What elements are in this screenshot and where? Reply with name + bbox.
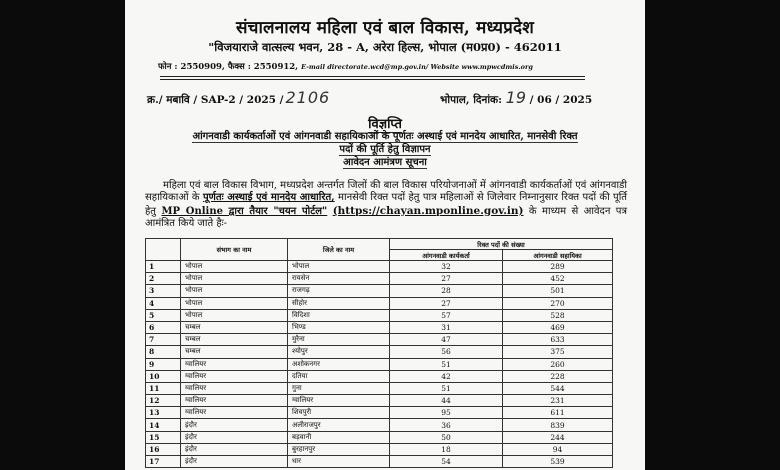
row-helper-count: 544 xyxy=(503,382,613,394)
row-district: विदिशा xyxy=(288,309,390,321)
row-helper-count: 289 xyxy=(503,261,613,273)
body-part-3: मानसेवी रिक्त पदों हेतु पात्र महिलाओं से जिलेवार निम्नानुसार रिक्त पदों की पूर्ति हेतु xyxy=(145,192,628,217)
row-worker-count: 54 xyxy=(390,456,503,468)
table-row xyxy=(146,321,613,333)
row-division: चम्बल xyxy=(181,321,288,333)
table-row xyxy=(146,370,613,382)
subject-line-1: आंगनवाडी कार्यकर्ताओं एवं आंगनवाडी सहायिकाओं के पूर्णतः अस्थाई एवं मानदेय आधारित, मानसेवी रिक्त xyxy=(192,131,578,142)
vacancy-table-body xyxy=(146,261,613,468)
row-division: ग्वालियर xyxy=(181,395,288,407)
portal-link[interactable]: (https://chayan.mponline.gov.in) xyxy=(332,204,524,217)
row-helper-count: 231 xyxy=(503,395,613,407)
row-division: ग्वालियर xyxy=(181,358,288,370)
row-division: चम्बल xyxy=(181,346,288,358)
email-website: E-mail directorate.wcd@mp.gov.in/ Website www.mpwcdmis.org xyxy=(301,63,533,71)
row-serial: 1 xyxy=(146,261,181,273)
header-division: संभाग का नाम xyxy=(181,239,288,261)
subject-line-3: आवेदन आमंत्रण सूचना xyxy=(343,157,427,168)
row-helper-count: 611 xyxy=(503,407,613,419)
row-division: इंदौर xyxy=(181,443,288,455)
row-division: भोपाल xyxy=(181,309,288,321)
body-emphasis-2: MP Online द्वारा तैयार "चयन पोर्टल" xyxy=(161,205,328,217)
row-serial: 4 xyxy=(146,297,181,309)
row-district: रायसेन xyxy=(288,273,390,285)
body-part-1: महिला एवं बाल विकास विभाग, मध्यप्रदेश अन्तर्गत जिलों की बाल विकास परियोजनाओं में आंगनवाडी कार्यकर्ताओं एवं आंगनवाडी सहायिकाओं के xyxy=(145,180,627,204)
row-district: मुरैना xyxy=(288,334,390,346)
row-helper-count: 94 xyxy=(503,443,613,455)
place-date xyxy=(440,88,592,107)
row-district: ग्वालियर xyxy=(288,395,390,407)
row-district: राजगढ़ xyxy=(288,285,390,297)
table-row xyxy=(146,334,613,346)
row-serial: 11 xyxy=(146,382,181,394)
row-district: गुना xyxy=(288,382,390,394)
row-district: श्योपुर xyxy=(288,346,390,358)
row-worker-count: 56 xyxy=(390,346,503,358)
reference-handwritten-number: 2106 xyxy=(285,88,331,107)
row-serial: 8 xyxy=(146,346,181,358)
department-address: "विजयाराजे वात्सल्य भवन, 28 - A, अरेरा हिल्स, भोपाल (म0प्र0) - 462011 xyxy=(208,40,562,54)
reference-prefix: क्र./ मबावि / SAP-2 / 2025 / xyxy=(147,94,284,106)
row-division: ग्वालियर xyxy=(181,407,288,419)
reference-number xyxy=(147,88,330,107)
row-serial: 9 xyxy=(146,358,181,370)
subject-line-2: पदों की पूर्ति हेतु विज्ञापन xyxy=(339,144,431,155)
header-divider xyxy=(160,76,585,77)
row-division: भोपाल xyxy=(181,285,288,297)
table-row xyxy=(146,309,613,321)
row-worker-count: 42 xyxy=(390,370,503,382)
row-division: इंदौर xyxy=(181,431,288,443)
row-serial: 17 xyxy=(146,456,181,468)
row-worker-count: 50 xyxy=(390,431,503,443)
row-serial: 6 xyxy=(146,321,181,333)
table-row xyxy=(146,443,613,455)
row-district: बुरहानपुर xyxy=(288,443,390,455)
date-day-handwritten: 19 xyxy=(505,88,527,107)
row-division: भोपाल xyxy=(181,273,288,285)
notice-subject xyxy=(143,130,627,169)
row-worker-count: 27 xyxy=(390,273,503,285)
row-serial: 13 xyxy=(146,407,181,419)
table-row xyxy=(146,419,613,431)
row-serial: 2 xyxy=(146,273,181,285)
row-worker-count: 51 xyxy=(390,358,503,370)
row-district: भोपाल xyxy=(288,261,390,273)
row-serial: 3 xyxy=(146,285,181,297)
row-helper-count: 469 xyxy=(503,321,613,333)
row-division: चम्बल xyxy=(181,334,288,346)
row-helper-count: 539 xyxy=(503,456,613,468)
row-serial: 14 xyxy=(146,419,181,431)
place-prefix: भोपाल, दिनांक: xyxy=(440,94,502,106)
header-district: जिले का नाम xyxy=(288,239,390,261)
row-helper-count: 501 xyxy=(503,285,613,297)
row-serial: 12 xyxy=(146,395,181,407)
row-district: धार xyxy=(288,456,390,468)
header-vacancy-group: रिक्त पदों की संख्या xyxy=(390,239,613,250)
row-helper-count: 452 xyxy=(503,273,613,285)
row-worker-count: 57 xyxy=(390,309,503,321)
row-worker-count: 47 xyxy=(390,334,503,346)
row-helper-count: 228 xyxy=(503,370,613,382)
table-row xyxy=(146,285,613,297)
body-paragraph xyxy=(145,180,627,231)
header-helper: आंगनवाडी सहायिका xyxy=(503,250,613,261)
table-row xyxy=(146,456,613,468)
table-row xyxy=(146,358,613,370)
row-district: दतिया xyxy=(288,370,390,382)
row-district: भिण्ड xyxy=(288,321,390,333)
department-title: संचालनालय महिला एवं बाल विकास, मध्यप्रदेश xyxy=(235,18,535,38)
body-part-5: के माध्यम से आवेदन पत्र आमंत्रित किये जाते हैः- xyxy=(145,205,627,230)
row-division: इंदौर xyxy=(181,419,288,431)
header-worker: आंगनवाडी कार्यकर्ता xyxy=(390,250,503,261)
table-row xyxy=(146,297,613,309)
row-serial: 16 xyxy=(146,443,181,455)
row-division: ग्वालियर xyxy=(181,370,288,382)
table-row xyxy=(146,431,613,443)
row-worker-count: 44 xyxy=(390,395,503,407)
row-helper-count: 375 xyxy=(503,346,613,358)
row-helper-count: 528 xyxy=(503,309,613,321)
row-helper-count: 260 xyxy=(503,358,613,370)
row-helper-count: 839 xyxy=(503,419,613,431)
row-serial: 7 xyxy=(146,334,181,346)
document-page xyxy=(125,0,645,470)
row-helper-count: 270 xyxy=(503,297,613,309)
row-district: सीहोर xyxy=(288,297,390,309)
date-rest: / 06 / 2025 xyxy=(529,94,593,106)
table-row xyxy=(146,346,613,358)
row-worker-count: 51 xyxy=(390,382,503,394)
row-division: इंदौर xyxy=(181,456,288,468)
notice-heading-text: विज्ञप्ति xyxy=(368,117,402,132)
row-worker-count: 27 xyxy=(390,297,503,309)
department-contact xyxy=(158,61,625,72)
table-row xyxy=(146,395,613,407)
row-worker-count: 31 xyxy=(390,321,503,333)
header-serial xyxy=(146,239,181,261)
row-district: अशोकनगर xyxy=(288,358,390,370)
row-serial: 10 xyxy=(146,370,181,382)
row-division: भोपाल xyxy=(181,297,288,309)
table-row xyxy=(146,273,613,285)
row-division: भोपाल xyxy=(181,261,288,273)
row-division: ग्वालियर xyxy=(181,382,288,394)
header-divider-secondary xyxy=(160,79,585,80)
phone-fax: फोन : 2550909, फैक्स : 2550912, xyxy=(158,62,299,72)
row-district: बड़वानी xyxy=(288,431,390,443)
row-district: अलीराजपुर xyxy=(288,419,390,431)
row-district: शिवपुरी xyxy=(288,407,390,419)
table-row xyxy=(146,382,613,394)
body-emphasis-1: पूर्णतः अस्थाई एवं मानदेय आधारित, xyxy=(202,192,335,204)
vacancy-table xyxy=(145,238,613,468)
row-helper-count: 633 xyxy=(503,334,613,346)
table-row xyxy=(146,261,613,273)
row-worker-count: 28 xyxy=(390,285,503,297)
row-serial: 5 xyxy=(146,309,181,321)
row-worker-count: 36 xyxy=(390,419,503,431)
table-row xyxy=(146,407,613,419)
row-serial: 15 xyxy=(146,431,181,443)
row-worker-count: 18 xyxy=(390,443,503,455)
row-worker-count: 32 xyxy=(390,261,503,273)
row-worker-count: 95 xyxy=(390,407,503,419)
row-helper-count: 244 xyxy=(503,431,613,443)
